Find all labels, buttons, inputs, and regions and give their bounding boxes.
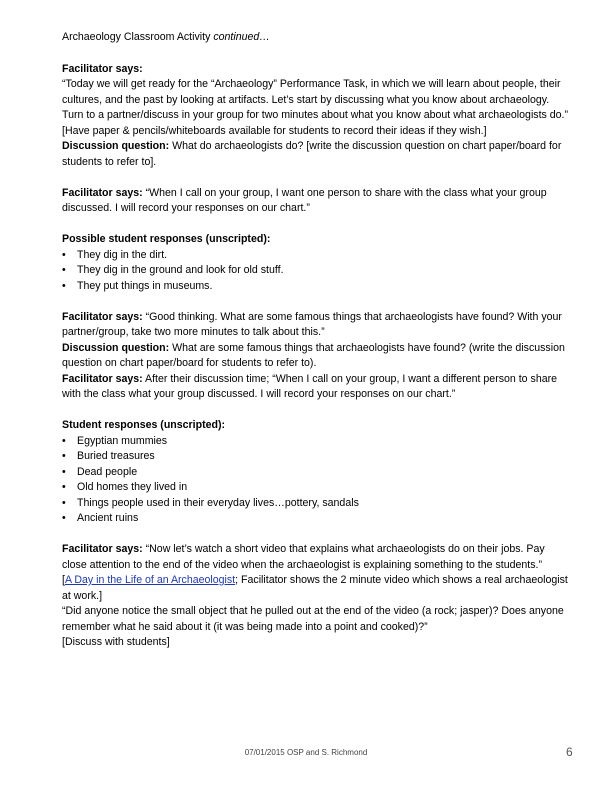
share-section — [62, 186, 572, 217]
facilitator-script — [62, 310, 572, 341]
list-item — [62, 511, 572, 527]
bracket-open: [ — [62, 574, 65, 586]
facilitator-label: Facilitator says: — [62, 310, 143, 323]
student-responses-section — [62, 418, 572, 527]
page-title — [62, 30, 572, 46]
list-item-text: Things people used in their everyday lives…pottery, sandals — [77, 496, 359, 509]
bullet-icon: • — [62, 450, 66, 462]
famous-finds-section — [62, 310, 572, 403]
bullet-icon: • — [62, 434, 66, 447]
discussion-question — [62, 139, 572, 170]
bullet-icon: • — [62, 496, 66, 509]
list-item-text: Buried treasures — [77, 450, 155, 462]
facilitator-label: Facilitator says: — [62, 186, 143, 199]
responses-label: Possible student responses (unscripted): — [62, 233, 271, 245]
facilitator-script-text: “Good thinking. What are some famous things that archaeologists have found? With your partner/group, take two more minutes to talk about this.” — [62, 310, 562, 338]
discussion-question-text: What are some famous things that archaeologists have found? (write the discussion question on chart paper/board for students to refer to). — [62, 341, 565, 369]
video-section — [62, 542, 572, 651]
list-item-text: Old homes they lived in — [77, 481, 188, 493]
list-item — [62, 434, 572, 450]
list-item — [62, 480, 572, 496]
list-item — [62, 496, 572, 512]
facilitator-label: Facilitator says: — [62, 62, 143, 75]
discuss-note: [Discuss with students] — [62, 636, 170, 648]
bullet-icon: • — [62, 481, 66, 493]
bullet-icon: • — [62, 465, 66, 478]
facilitator-script-text: “When I call on your group, I want one person to share with the class what your group discussed. I will record your responses on our chart.” — [62, 186, 547, 214]
document-page — [62, 30, 572, 651]
discussion-question-label: Discussion question: — [62, 140, 170, 152]
bullet-icon: • — [62, 264, 66, 276]
bullet-icon: • — [62, 248, 66, 261]
facilitator-script — [62, 542, 572, 573]
list-item — [62, 263, 572, 279]
list-item — [62, 465, 572, 481]
intro-section — [62, 62, 572, 171]
list-item-text: They dig in the ground and look for old stuff. — [77, 264, 284, 276]
list-item — [62, 449, 572, 465]
video-instruction — [62, 573, 572, 604]
responses-list — [62, 434, 572, 527]
video-link[interactable]: A Day in the Life of an Archaeologist — [64, 574, 236, 586]
facilitator-label: Facilitator says: — [62, 543, 143, 555]
discussion-question — [62, 341, 572, 372]
facilitator-script: “Today we will get ready for the “Archaeology” Performance Task, in which we will learn about people, their cultures, and the past by looking at artifacts. Let’s start by discussing what you know about archaeology. Turn to a partner/discuss in your group for two minutes about what you know about what archaeologists do.” [Have paper & pencils/whiteboards available for students to record their ideas if they wish.] — [62, 78, 569, 137]
facilitator-script — [62, 372, 572, 403]
page-number: 6 — [566, 745, 573, 759]
bullet-icon: • — [62, 512, 66, 524]
list-item — [62, 248, 572, 264]
list-item-text: Ancient ruins — [77, 512, 139, 524]
title-main: Archaeology Classroom Activity — [62, 31, 211, 43]
facilitator-script — [62, 186, 572, 217]
follow-up-quote: “Did anyone notice the small object that he pulled out at the end of the video (a rock; jasper)? Does anyone remember what he said about it (it was being made into a point and cooked)?” — [62, 605, 564, 633]
discussion-question-text: What do archaeologists do? [write the discussion question on chart paper/board for students to refer to]. — [62, 140, 562, 168]
list-item-text: They dig in the dirt. — [77, 248, 168, 261]
responses-label: Student responses (unscripted): — [62, 419, 226, 431]
title-suffix: continued… — [213, 31, 270, 43]
responses-list — [62, 248, 572, 295]
discussion-question-label: Discussion question: — [62, 341, 170, 354]
facilitator-script-text: “Now let’s watch a short video that explains what archaeologists do on their jobs. Pay close attention to the end of the video when the archaeologist is explaining something to the students.” — [62, 543, 545, 571]
list-item — [62, 279, 572, 295]
possible-responses-section — [62, 232, 572, 294]
page-footer: 07/01/2015 OSP and S. Richmond — [244, 748, 368, 757]
list-item-text: Dead people — [77, 465, 138, 478]
facilitator-script-text: After their discussion time; “When I call on your group, I want a different person to share with the class what your group discussed. I will record your responses on our chart.” — [62, 372, 558, 400]
list-item-text: They put things in museums. — [77, 279, 213, 292]
facilitator-label: Facilitator says: — [62, 372, 143, 385]
list-item-text: Egyptian mummies — [77, 434, 168, 447]
video-instruction-text: ; Facilitator shows the 2 minute video which shows a real archaeologist at work.] — [62, 574, 568, 602]
bullet-icon: • — [62, 279, 66, 292]
